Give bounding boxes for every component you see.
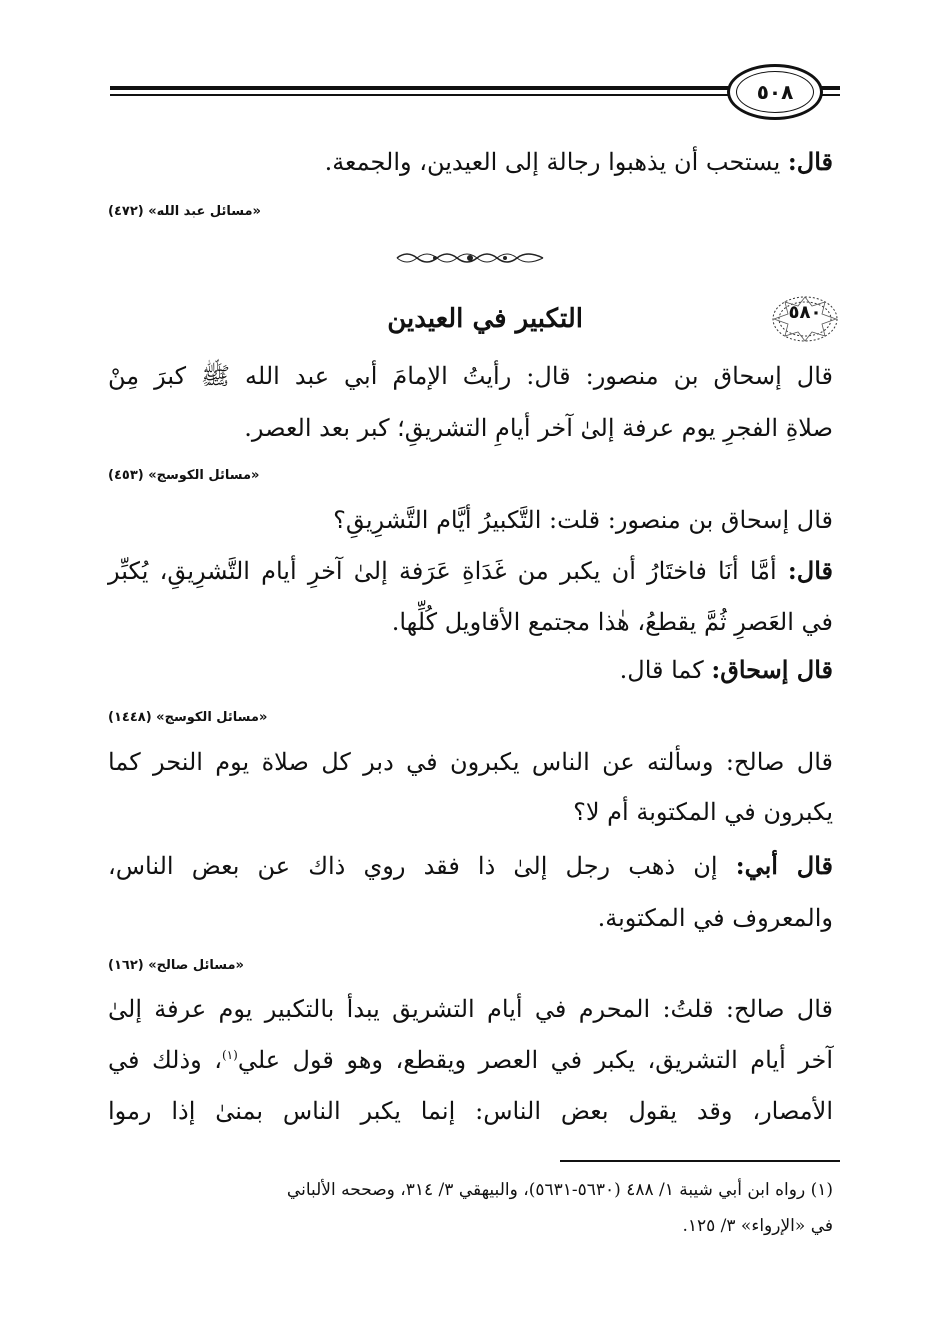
line-text: يستحب أن يذهبوا رجالة إلى العيدين، والجمعة. (324, 148, 788, 176)
text-line-12: قال صالح: قلتُ: المحرم في أيام التشريق يبدأ بالتكبير يوم عرفة إلىٰ (108, 995, 833, 1023)
line-text: ، وذلك في (108, 1046, 222, 1074)
speaker-label: قال: (787, 147, 833, 176)
text-line-3: صلاةِ الفجرِ يوم عرفة إلىٰ آخر أيامِ التشريقِ؛ كبر بعد العصر. (244, 414, 833, 442)
text-line-11: والمعروف في المكتوبة. (597, 904, 833, 932)
speaker-label: قال أبي: (735, 851, 833, 880)
citation-4: «مسائل صالح» (١٦٢) (108, 958, 244, 973)
citation-1: «مسائل عبد الله» (٤٧٢) (108, 204, 261, 219)
text-line-8: قال صالح: وسألته عن الناس يكبرون في دبر كل صلاة يوم النحر كما (108, 748, 833, 776)
footnote-marker: (١) (221, 1048, 238, 1062)
citation-2: «مسائل الكوسج» (٤٥٣) (108, 468, 260, 483)
page-number-badge (727, 64, 823, 120)
line-text: آخر أيام التشريق، يكبر في العصر ويقطع، وهو قول علي (237, 1046, 833, 1074)
text-line-7 (620, 656, 833, 685)
text-line-6: في العَصرِ ثُمَّ يقطعُ، هٰذا مجتمع الأقاويل كُلِّها. (391, 608, 833, 636)
text-line-4: قال إسحاق بن منصور: قلت: التَّكبيرُ أيَّام التَّشرِيقِ؟ (333, 506, 833, 534)
footnote-line-1: (١) رواه ابن أبي شيبة ١/ ٤٨٨ (٥٦٣٠-٥٦٣١)، والبيهقي ٣/ ٣١٤، وصححه الألباني (286, 1180, 833, 1200)
header-rule-right (820, 86, 840, 102)
ornament-divider-icon (395, 250, 545, 266)
speaker-label: قال: (787, 556, 833, 585)
line-text: أمَّا أنَا فاختَارُ أن يكبر من غَدَاةِ عَرَفة إلىٰ آخرِ أيام التَّشرِيقِ، يُكبِّر (108, 557, 788, 585)
text-line-9: يكبرون في المكتوبة أم لا؟ (573, 798, 833, 826)
footnote-rule (560, 1160, 840, 1162)
citation-3: «مسائل الكوسج» (١٤٤٨) (108, 710, 268, 725)
line-text: كما قال. (619, 656, 712, 684)
text-line-5 (108, 557, 833, 586)
page-number: ٥٠٨ (736, 71, 814, 113)
text-line-2: قال إسحاق بن منصور: قال: رأيتُ الإمامَ أبي عبد الله ﷺ كبرَ مِنْ (108, 362, 833, 390)
text-line-14: الأمصار، وقد يقول بعض الناس: إنما يكبر الناس بمنىٰ إذا رموا (108, 1097, 833, 1125)
text-line-1 (325, 148, 833, 177)
line-text: إن ذهب رجل إلىٰ ذا فقد روي ذاك عن بعض الناس، (108, 852, 736, 880)
section-title: التكبير في العيدين (387, 304, 583, 334)
text-line-10 (108, 852, 833, 881)
footnote-line-2: في «الإرواء» ٣/ ١٢٥. (682, 1216, 833, 1236)
text-line-13 (108, 1046, 833, 1075)
speaker-label: قال إسحاق: (711, 655, 833, 684)
header-rule (110, 86, 728, 102)
section-number: ٥٨٠ (788, 302, 822, 323)
